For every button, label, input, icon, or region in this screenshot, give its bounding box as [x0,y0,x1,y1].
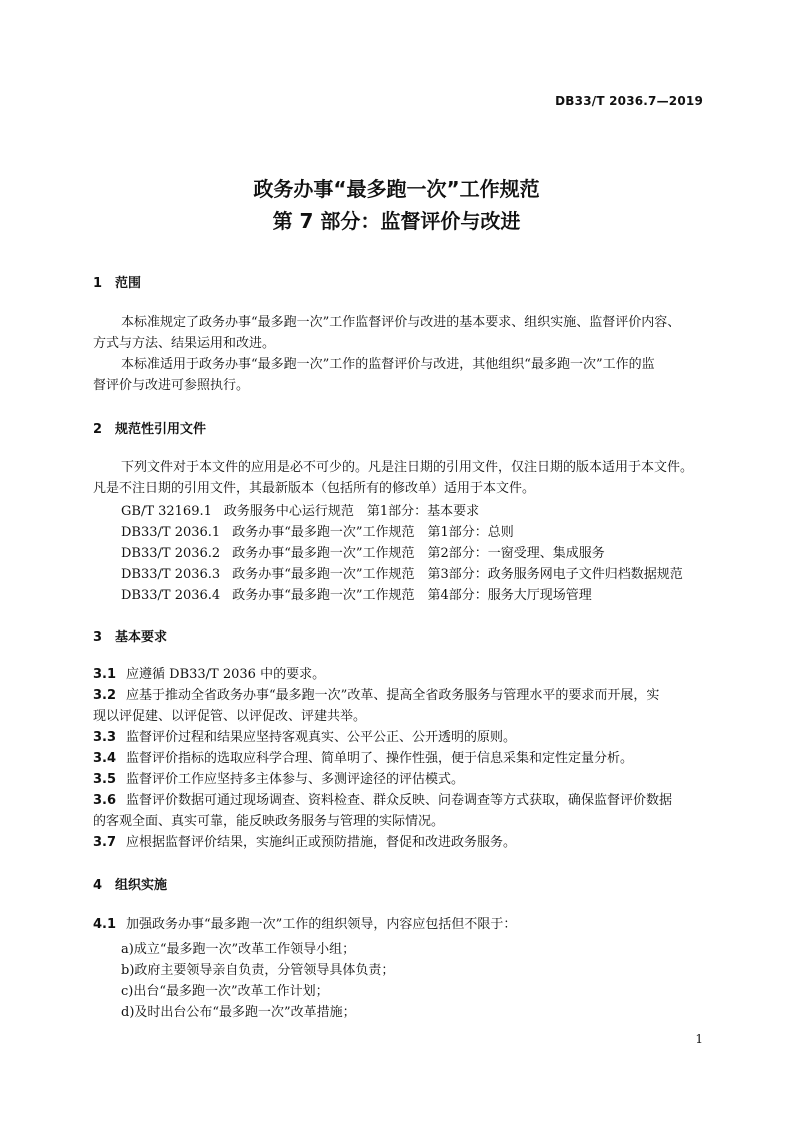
clause-4-1 [93,914,723,935]
clause-text: 加强政务办事“最多跑一次”工作的组织领导，内容应包括但不限于： [126,917,517,932]
clause-text: 监督评价指标的选取应科学合理、简单明了、操作性强，便于信息采集和定性定量分析。 [126,751,634,766]
paragraph-line: 本标准适用于政务办事“最多跑一次”工作的监督评价与改进，其他组织“最多跑一次”工作的监 [121,357,655,372]
list-item: a)成立“最多跑一次”改革工作领导小组； [121,942,356,957]
reference-code: GB/T 32169.1 [121,504,212,519]
paragraph-line: 本标准规定了政务办事“最多跑一次”工作监督评价与改进的基本要求、组织实施、监督评价内容、 [121,315,681,330]
paragraph-line: 督评价与改进可参照执行。 [93,378,250,393]
reference-item [121,521,514,540]
scope-paragraph [93,312,721,396]
clause-text: 应基于推动全省政务办事“最多跑一次”改革、提高全省政务服务与管理水平的要求而开展，实 [126,688,660,703]
clause-number: 3.1 [93,667,117,682]
clause-number: 3.4 [93,751,117,766]
section-title: 范围 [115,276,142,291]
document-subtitle: 第 7 部分：监督评价与改进 [272,209,521,233]
section-title: 基本要求 [115,630,168,645]
section-title: 规范性引用文件 [115,422,207,437]
section-number: 3 [93,630,103,645]
paragraph-line: 凡是不注日期的引用文件，其最新版本（包括所有的修改单）适用于本文件。 [93,481,536,496]
section-heading-basic-requirements [93,626,167,645]
section-number: 2 [93,422,103,437]
clause-number: 3.6 [93,793,117,808]
clause-text-continued: 现以评促建、以评促管、以评促改、评建共举。 [93,709,367,724]
list-item: d)及时出台公布“最多跑一次”改革措施； [121,1005,356,1020]
clause-number: 4.1 [93,917,117,932]
clause-number: 3.2 [93,688,117,703]
clause-3-7 [93,832,723,853]
clause-3-3 [93,727,723,748]
reference-name: 政务办事“最多跑一次”工作规范 第4部分：服务大厅现场管理 [232,588,592,603]
standard-code: DB33/T 2036.7—2019 [555,94,703,108]
clause-text: 应遵循 DB33/T 2036 中的要求。 [126,667,326,682]
reference-code: DB33/T 2036.3 [121,567,221,582]
clause-3-1 [93,664,723,685]
clause-text-continued: 的客观全面、真实可靠，能反映政务服务与管理的实际情况。 [93,814,445,829]
reference-item [121,500,479,519]
reference-name: 政务办事“最多跑一次”工作规范 第1部分：总则 [232,525,514,540]
page-number: 1 [695,1032,703,1046]
reference-code: DB33/T 2036.1 [121,525,221,540]
clause-number: 3.7 [93,835,117,850]
reference-code: DB33/T 2036.4 [121,588,221,603]
reference-item [121,542,605,561]
clause-number: 3.3 [93,730,117,745]
clause-text: 监督评价过程和结果应坚持客观真实、公平公正、公开透明的原则。 [126,730,517,745]
references-intro-paragraph [93,457,721,499]
clause-number: 3.5 [93,772,117,787]
reference-name: 政务服务中心运行规范 第1部分：基本要求 [223,504,480,519]
clause-3-4 [93,748,723,769]
section-title: 组织实施 [115,878,168,893]
section-number: 4 [93,878,103,893]
reference-item [121,563,683,582]
reference-name: 政务办事“最多跑一次”工作规范 第2部分：一窗受理、集成服务 [232,546,605,561]
paragraph-line: 下列文件对于本文件的应用是必不可少的。凡是注日期的引用文件，仅注日期的版本适用于本文件。 [121,460,694,475]
section-number: 1 [93,276,103,291]
list-item: b)政府主要领导亲自负责，分管领导具体负责； [121,963,395,978]
clause-text: 监督评价数据可通过现场调查、资料检查、群众反映、问卷调查等方式获取，确保监督评价数据 [126,793,673,808]
reference-item [121,584,592,603]
clause-3-2 [93,685,723,727]
reference-code: DB33/T 2036.2 [121,546,221,561]
document-title: 政务办事“最多跑一次”工作规范 [253,177,540,201]
reference-name: 政务办事“最多跑一次”工作规范 第3部分：政务服务网电子文件归档数据规范 [232,567,683,582]
clause-3-6 [93,790,723,832]
paragraph-line: 方式与方法、结果运用和改进。 [93,336,276,351]
section-heading-organization [93,874,167,893]
clause-text: 应根据监督评价结果，实施纠正或预防措施，督促和改进政务服务。 [126,835,517,850]
section-heading-normative-references [93,418,206,437]
section-heading-scope [93,272,141,291]
clause-3-5 [93,769,723,790]
list-item: c)出台“最多跑一次”改革工作计划； [121,984,329,999]
clause-text: 监督评价工作应坚持多主体参与、多测评途径的评估模式。 [126,772,465,787]
